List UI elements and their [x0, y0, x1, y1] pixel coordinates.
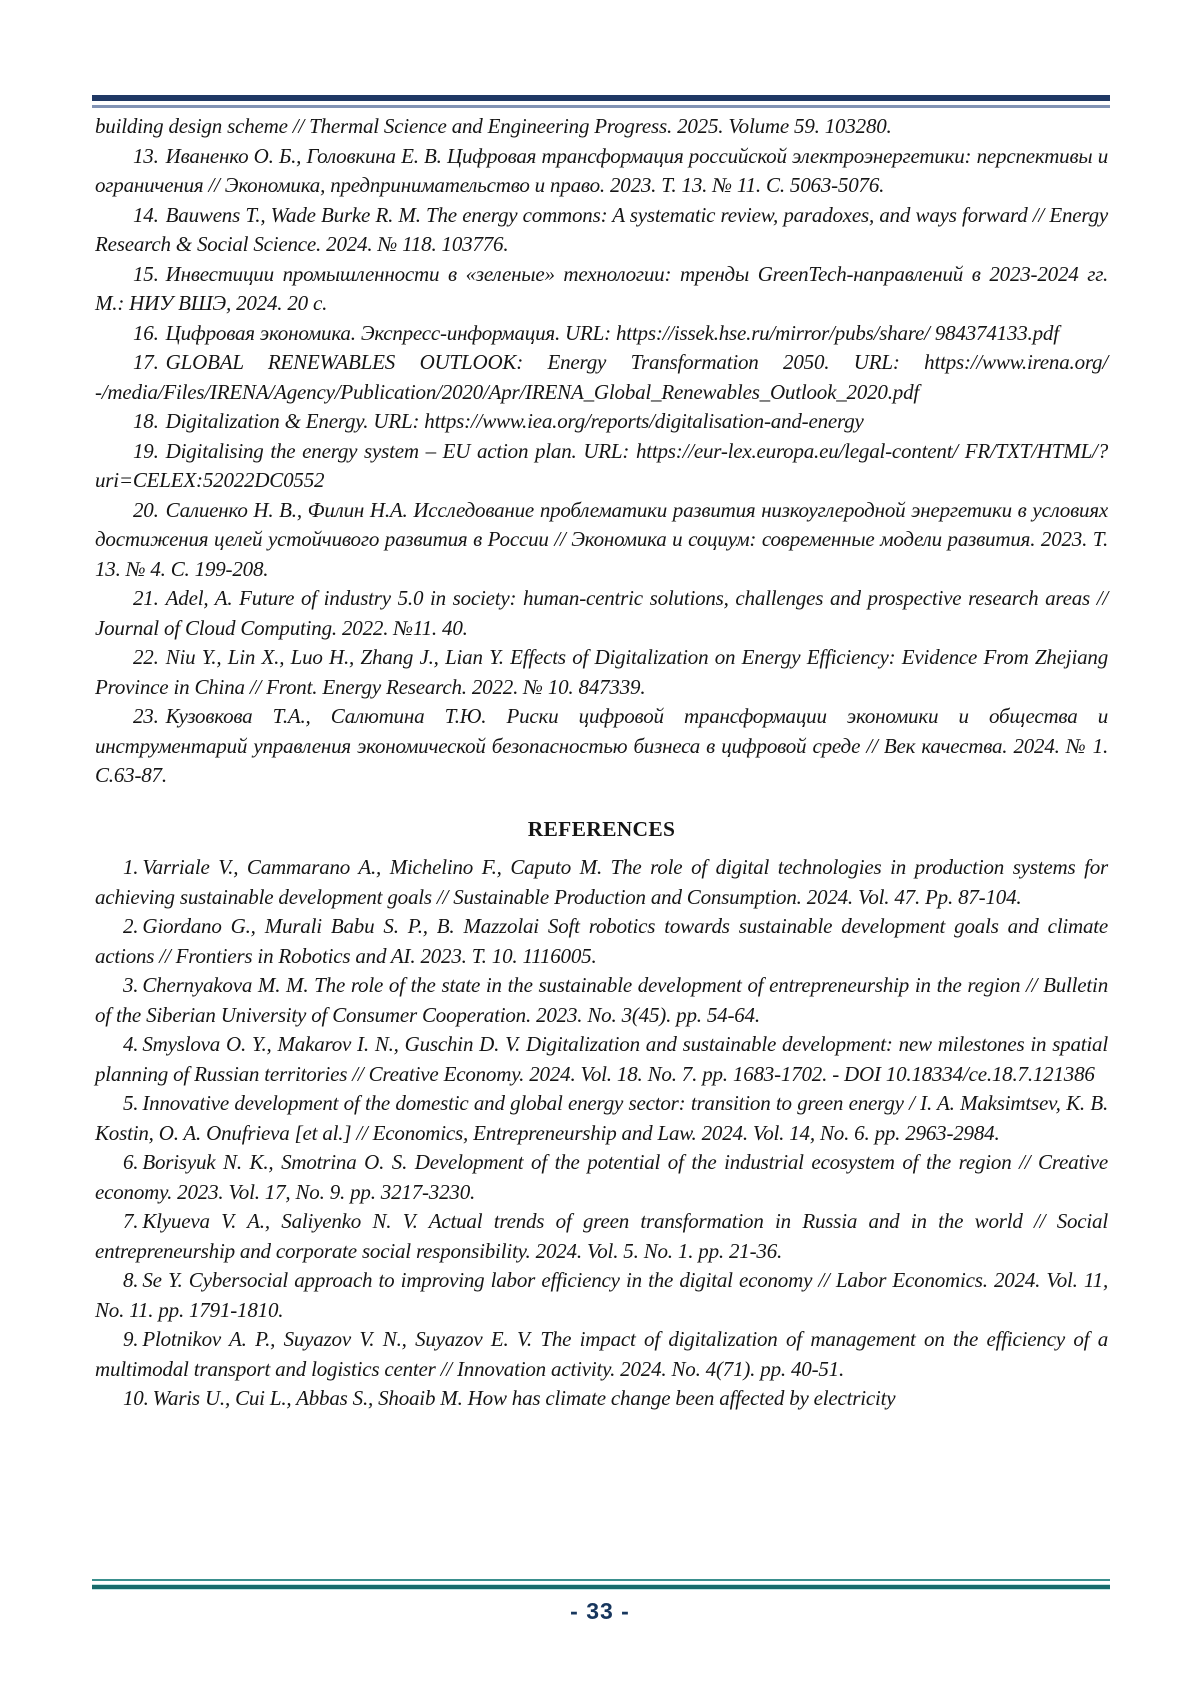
reference-number: 15. — [133, 261, 159, 286]
footer-double-rule — [92, 1579, 1110, 1590]
reference-text: Салиенко Н. В., Филин Н.А. Исследование проблематики развития низкоуглеродной энергетики в условиях достижения целей устойчивого развития в России // Экономика и социум: современные модели развития. 2023. Т. 13. № 4. С. 199-208. — [95, 497, 1108, 581]
header-rule-thick-line — [92, 95, 1110, 101]
reference-item — [95, 643, 1108, 702]
footer-rule-thick-line — [92, 1584, 1110, 1590]
reference-number: 2. — [123, 914, 139, 938]
reference-number: 18. — [133, 409, 159, 433]
reference-text: Se Y. Cybersocial approach to improving labor efficiency in the digital economy // Labor Economics. 2024. Vol. 11, No. 11. pp. 1791-1810. — [95, 1268, 1108, 1322]
reference-number: 7. — [123, 1209, 139, 1233]
reference-text: Adel, A. Future of industry 5.0 in society: human-centric solutions, challenges and prospective research areas // Journal of Cloud Computing. 2022. №11. 40. — [95, 586, 1108, 640]
references-content — [95, 112, 1108, 1414]
reference-text: Digitalization & Energy. URL: https://www.iea.org/reports/digitalisation-and-energy — [165, 409, 864, 433]
reference-number: 8. — [123, 1268, 139, 1292]
reference-text: Цифровая экономика. Экспресс-информация. URL: https://issek.hse.ru/mirror/pubs/share/ 984374133.pdf — [165, 320, 1059, 345]
reference-number: 20. — [133, 497, 159, 522]
reference-item — [95, 1089, 1108, 1148]
reference-text: Innovative development of the domestic and global energy sector: transition to green energy / I. A. Maksimtsev, K. B. Kostin, O. A. Onufrieva [et al.] // Economics, Entrepreneurship and Law. 2024. Vol. 14, No. 6. pp. 2963-2984. — [95, 1091, 1108, 1145]
reference-number: 17. — [133, 350, 159, 374]
reference-text: Niu Y., Lin X., Luo H., Zhang J., Lian Y. Effects of Digitalization on Energy Efficiency: Evidence From Zhejiang Province in China // Front. Energy Research. 2022. № 10. 847339. — [95, 645, 1108, 699]
reference-text: Кузовкова Т.А., Салютина Т.Ю. Риски цифровой трансформации экономики и общества и инструментарий управления экономической безопасностью бизнеса в цифровой среде // Век качества. 2024. № 1. С.63-87. — [95, 704, 1108, 787]
reference-number: 9. — [123, 1327, 139, 1351]
reference-item — [95, 1207, 1108, 1266]
reference-number: 21. — [133, 586, 159, 610]
reference-text: GLOBAL RENEWABLES OUTLOOK: Energy Transformation 2050. URL: https://www.irena.org/ -/media/Files/IRENA/Agency/Publication/2020/Apr/IRENA_Global_Renewables_Outlook_2020.pdf — [95, 350, 1108, 404]
reference-number: 3. — [123, 973, 139, 997]
reference-text: Varriale V., Cammarano A., Michelino F., Caputo M. The role of digital technologies in production systems for achieving sustainable development goals // Sustainable Production and Consumption. 2024. Vol. 47. Pp. 87-104. — [95, 855, 1108, 909]
references-heading: REFERENCES — [527, 816, 676, 841]
reference-number: 23. — [133, 704, 159, 728]
reference-item — [95, 971, 1108, 1030]
reference-item — [95, 348, 1108, 407]
reference-number: 14. — [133, 202, 159, 227]
reference-text: Инвестиции промышленности в «зеленые» технологии: тренды GreenTech-направлений в 2023-2024 гг. М.: НИУ ВШЭ, 2024. 20 с. — [95, 261, 1108, 315]
reference-item — [95, 201, 1108, 260]
reference-text: Plotnikov A. P., Suyazov V. N., Suyazov E. V. The impact of digitalization of management on the efficiency of a multimodal transport and logistics center // Innovation activity. 2024. No. 4(71). pp. 40-51. — [95, 1327, 1108, 1381]
reference-item — [95, 496, 1108, 585]
reference-item — [95, 912, 1108, 971]
reference-text: Digitalising the energy system – EU action plan. URL: https://eur-lex.europa.eu/legal-content/ FR/TXT/HTML/?uri=CELEX:52022DC0552 — [95, 438, 1108, 492]
reference-number: 16. — [133, 320, 159, 345]
reference-number: 13. — [133, 143, 159, 168]
reference-number: 10. — [123, 1386, 149, 1410]
reference-item — [95, 260, 1108, 319]
header-double-rule — [92, 95, 1110, 108]
english-reference-list — [95, 853, 1108, 1414]
reference-item — [95, 1384, 1108, 1414]
reference-number: 4. — [123, 1032, 139, 1056]
header-rule-thin-line — [92, 105, 1110, 108]
reference-item — [95, 1266, 1108, 1325]
reference-number: 5. — [123, 1091, 139, 1115]
reference-item — [95, 584, 1108, 643]
page-number: - 33 - — [570, 1598, 630, 1624]
reference-text: Иваненко О. Б., Головкина Е. В. Цифровая трансформация российской электроэнергетики: перспективы и ограничения // Экономика, предпринимательство и право. 2023. Т. 13. № 11. С. 5063-5076. — [95, 143, 1108, 197]
footer-rule-thin-line — [92, 1579, 1110, 1581]
reference-item — [95, 702, 1108, 791]
reference-item — [95, 1030, 1108, 1089]
russian-reference-list — [95, 142, 1108, 791]
reference-text: Giordano G., Murali Babu S. P., B. Mazzolai Soft robotics towards sustainable development goals and climate actions // Frontiers in Robotics and AI. 2023. T. 10. 1116005. — [95, 914, 1108, 968]
reference-item — [95, 1325, 1108, 1384]
reference-item — [95, 1148, 1108, 1207]
reference-item — [95, 853, 1108, 912]
reference-text: Waris U., Cui L., Abbas S., Shoaib M. How has climate change been affected by electricity — [152, 1386, 896, 1410]
reference-number: 22. — [133, 645, 159, 669]
reference-text: Bauwens T., Wade Burke R. M. The energy commons: A systematic review, paradoxes, and ways forward // Energy Research & Social Science. 2024. № 118. 103776. — [95, 202, 1108, 256]
reference-item — [95, 142, 1108, 201]
reference-text: Chernyakova M. M. The role of the state in the sustainable development of entrepreneurship in the region // Bulletin of the Siberian University of Consumer Cooperation. 2023. No. 3(45). pp. 54-64. — [95, 973, 1108, 1027]
reference-number: 1. — [123, 855, 139, 879]
reference-continuation-line: building design scheme // Thermal Science and Engineering Progress. 2025. Volume 59. 103280. — [95, 114, 892, 138]
reference-text: Smyslova O. Y., Makarov I. N., Guschin D. V. Digitalization and sustainable development: new milestones in spatial planning of Russian territories // Creative Economy. 2024. Vol. 18. No. 7. pp. 1683-1702. - DOI 10.18334/ce.18.7.121386 — [95, 1032, 1108, 1086]
reference-text: Klyueva V. A., Saliyenko N. V. Actual trends of green transformation in Russia and in the world // Social entrepreneurship and corporate social responsibility. 2024. Vol. 5. No. 1. pp. 21-36. — [95, 1209, 1108, 1263]
reference-item — [95, 319, 1108, 349]
reference-number: 19. — [133, 438, 159, 463]
reference-item — [95, 437, 1108, 496]
reference-item — [95, 407, 1108, 437]
reference-text: Borisyuk N. K., Smotrina O. S. Development of the potential of the industrial ecosystem of the region // Creative economy. 2023. Vol. 17, No. 9. pp. 3217-3230. — [95, 1150, 1108, 1204]
reference-number: 6. — [123, 1150, 139, 1174]
